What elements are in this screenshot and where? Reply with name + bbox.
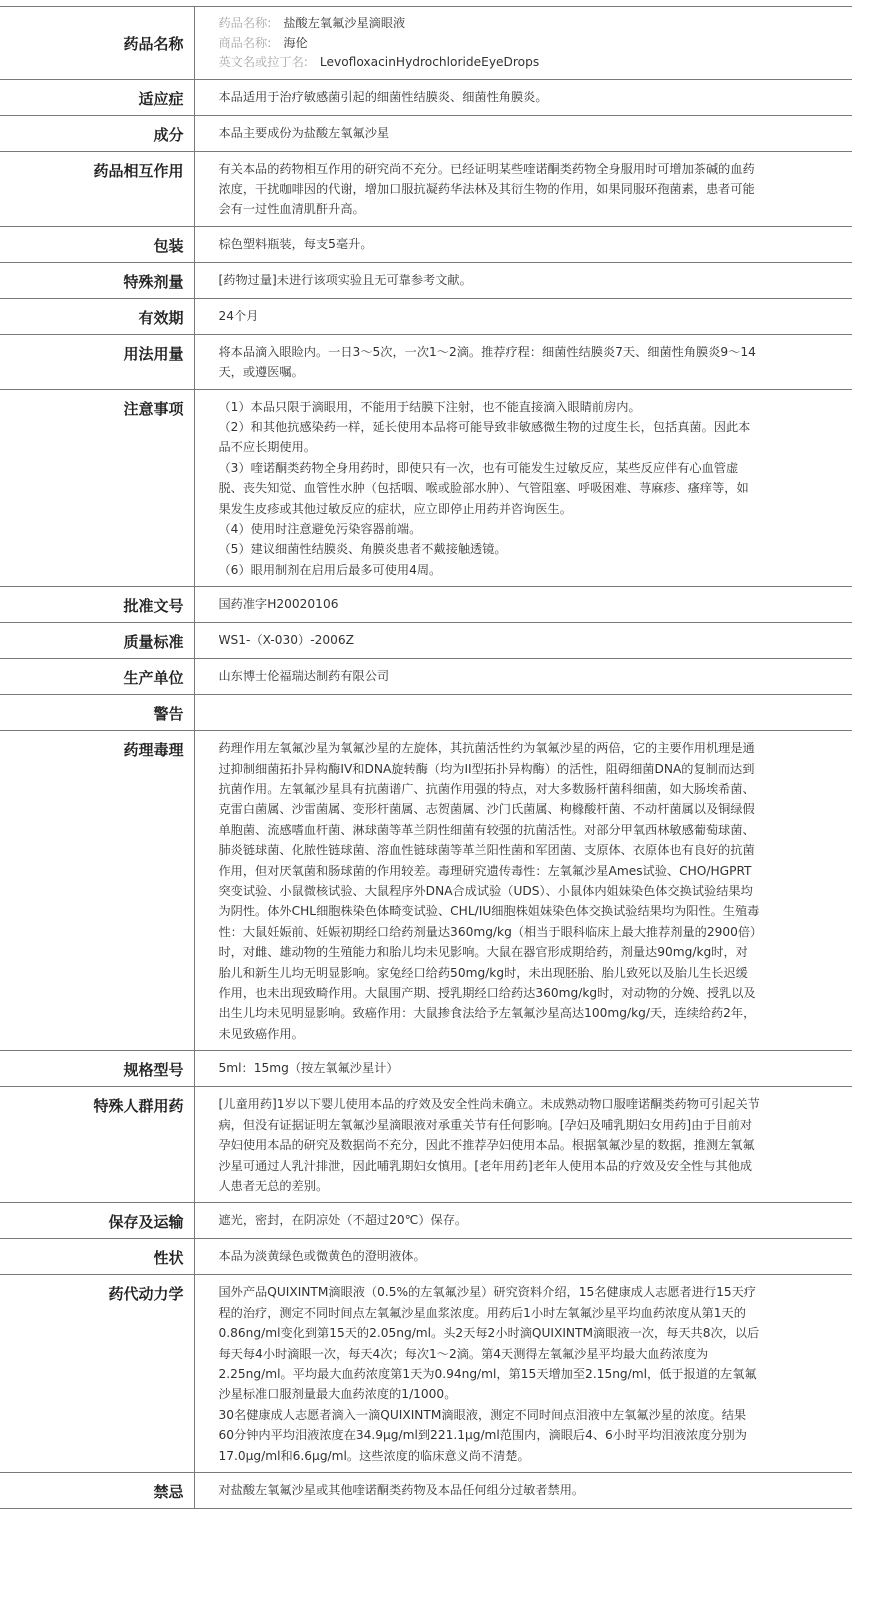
row-paragraph <box>219 702 761 722</box>
row-value <box>194 659 852 695</box>
row-value <box>194 623 852 659</box>
info-row <box>0 1087 852 1203</box>
info-row <box>0 115 852 151</box>
row-value <box>194 1239 852 1275</box>
row-label: 质量标准 <box>0 623 194 659</box>
row-label: 成分 <box>0 115 194 151</box>
row-paragraph: 国外产品QUIXINTM滴眼液（0.5%的左氧氟沙星）研究资料介绍，15名健康成人志愿者进行15天疗程的治疗，测定不同时间点左氧氟沙星血浆浓度。用药后1小时左氧氟沙星平均血药浓度从第1天的0.86ng/ml变化到第15天的2.05ng/ml。头2天每2小时滴QUIXINTM滴眼液一次，每天共8次，以后每天每4小时滴眼一次，每天4次；每次1～2滴。第4天测得左氧氟沙星平均最大血药浓度为2.25ng/ml。平均最大血药浓度第1天为0.94ng/ml，第15天增加至2.15ng/ml，低于报道的左氧氟沙星标准口服剂量最大血药浓度的1/1000。 <box>218 1285 760 1402</box>
row-paragraph: 本品适用于治疗敏感菌引起的细菌性结膜炎、细菌性角膜炎。 <box>218 89 548 104</box>
row-label: 药品相互作用 <box>0 151 194 226</box>
row-value <box>194 226 852 262</box>
info-row <box>0 226 852 262</box>
row-label: 批准文号 <box>0 587 194 623</box>
row-value <box>194 151 852 226</box>
row-label: 保存及运输 <box>0 1203 194 1239</box>
info-row <box>0 389 852 587</box>
row-label: 适应症 <box>0 79 194 115</box>
row-label: 生产单位 <box>0 659 194 695</box>
row-paragraph: 国药准字H20020106 <box>218 597 339 612</box>
row-label: 特殊人群用药 <box>0 1087 194 1203</box>
name-value: 海伦 <box>283 35 308 50</box>
info-row <box>0 731 852 1051</box>
row-value <box>194 1087 852 1203</box>
row-value <box>194 389 852 587</box>
name-key: 商品名称: <box>218 35 272 50</box>
row-value <box>194 79 852 115</box>
row-label: 用法用量 <box>0 334 194 389</box>
row-label: 禁忌 <box>0 1472 194 1508</box>
row-paragraph: [儿童用药]1岁以下婴儿使用本品的疗效及安全性尚未确立。未成熟动物口服喹诺酮类药物可引起关节病，但没有证据证明左氧氟沙星滴眼液对承重关节有任何影响。[孕妇及哺乳期妇女用药]由于目前对孕妇使用本品的研究及数据尚不充分，因此不推荐孕妇使用本品。根据氧氟沙星的数据，推测左氧氟沙星可通过人乳汁排泄，因此哺乳期妇女慎用。[老年用药]老年人使用本品的疗效及安全性与其他成人患者无总的差别。 <box>218 1097 760 1193</box>
row-label: 性状 <box>0 1239 194 1275</box>
row-paragraph: （1）本品只限于滴眼用，不能用于结膜下注射，也不能直接滴入眼睛前房内。 <box>218 399 641 414</box>
english-name-line <box>219 53 761 73</box>
row-value <box>194 587 852 623</box>
name-value: 盐酸左氧氟沙星滴眼液 <box>283 16 406 30</box>
row-paragraph: 山东博士伦福瑞达制药有限公司 <box>218 669 390 684</box>
row-value <box>194 334 852 389</box>
row-label: 药品名称 <box>0 7 194 80</box>
row-paragraph: 本品主要成份为盐酸左氧氟沙星 <box>218 125 390 140</box>
row-label: 药理毒理 <box>0 731 194 1051</box>
name-key: 药品名称: <box>218 16 272 30</box>
row-paragraph: 有关本品的药物相互作用的研究尚不充分。已经证明某些喹诺酮类药物全身服用时可增加茶碱的血药浓度，干扰咖啡因的代谢，增加口服抗凝药华法林及其衍生物的作用，如果同服环孢菌素，患者可能会有一过性血清肌酐升高。 <box>218 161 755 217</box>
row-paragraph: （6）眼用制剂在启用后最多可使用4周。 <box>218 562 442 577</box>
row-paragraph: （3）喹诺酮类药物全身用药时，即使只有一次，也有可能发生过敏反应，某些反应伴有心血管虚脱、丧失知觉、血管性水肿（包括咽、喉或脸部水肿）、气管阻塞、呼吸困难、荨麻疹、瘙痒等，如果发生皮疹或其他过敏反应的症状，应立即停止用药并咨询医生。 <box>218 460 749 516</box>
drug-info-table <box>0 6 852 1509</box>
row-paragraph: （4）使用时注意避免污染容器前端。 <box>218 521 422 536</box>
info-row <box>0 1275 852 1473</box>
row-paragraph: 5ml：15mg（按左氧氟沙星计） <box>218 1061 399 1076</box>
info-row <box>0 334 852 389</box>
row-value <box>194 1203 852 1239</box>
row-paragraph: 将本品滴入眼睑内。一日3～5次，一次1～2滴。推荐疗程：细菌性结膜炎7天、细菌性角膜炎9～14天，或遵医嘱。 <box>218 344 756 380</box>
info-row <box>0 262 852 298</box>
row-label: 药代动力学 <box>0 1275 194 1473</box>
row-paragraph: 本品为淡黄绿色或微黄色的澄明液体。 <box>218 1249 426 1264</box>
row-label: 特殊剂量 <box>0 262 194 298</box>
row-paragraph: （2）和其他抗感染药一样，延长使用本品将可能导致非敏感微生物的过度生长，包括真菌。因此本品不应长期使用。 <box>218 419 751 455</box>
row-value <box>194 7 852 80</box>
info-row <box>0 695 852 731</box>
info-row <box>0 79 852 115</box>
row-value <box>194 262 852 298</box>
row-paragraph: 遮光，密封，在阴凉处（不超过20℃）保存。 <box>218 1213 468 1228</box>
row-value <box>194 695 852 731</box>
row-value <box>194 1051 852 1087</box>
trade-name-line <box>219 34 761 54</box>
row-value <box>194 298 852 334</box>
row-label: 注意事项 <box>0 389 194 587</box>
info-row <box>0 1051 852 1087</box>
row-drug-name <box>0 7 852 80</box>
row-paragraph: WS1-（X-030）-2006Z <box>218 633 354 648</box>
row-paragraph: 对盐酸左氧氟沙星或其他喹诺酮类药物及本品任何组分过敏者禁用。 <box>218 1482 585 1497</box>
row-label: 规格型号 <box>0 1051 194 1087</box>
info-row <box>0 1203 852 1239</box>
generic-name-line <box>219 14 761 34</box>
info-row <box>0 623 852 659</box>
info-row <box>0 659 852 695</box>
row-value <box>194 1275 852 1473</box>
row-value <box>194 731 852 1051</box>
row-paragraph: （5）建议细菌性结膜炎、角膜炎患者不戴接触透镜。 <box>218 542 507 557</box>
row-paragraph: 30名健康成人志愿者滴入一滴QUIXINTM滴眼液，测定不同时间点泪液中左氧氟沙星的浓度。结果60分钟内平均泪液浓度在34.9μg/ml到221.1μg/ml范围内，滴眼后4、6小时平均泪液浓度分别为17.0μg/ml和6.6μg/ml。这些浓度的临床意义尚不清楚。 <box>218 1407 747 1463</box>
info-row <box>0 587 852 623</box>
row-value <box>194 115 852 151</box>
row-label: 警告 <box>0 695 194 731</box>
row-paragraph: [药物过量]未进行该项实验且无可靠参考文献。 <box>218 272 472 287</box>
info-row <box>0 1239 852 1275</box>
info-row <box>0 1472 852 1508</box>
row-paragraph: 药理作用左氧氟沙星为氧氟沙星的左旋体，其抗菌活性约为氧氟沙星的两倍，它的主要作用机理是通过抑制细菌拓扑异构酶IV和DNA旋转酶（均为II型拓扑异构酶）的活性，阻碍细菌DNA的复制而达到抗菌作用。左氧氟沙星具有抗菌谱广、抗菌作用强的特点，对大多数肠杆菌科细菌，如大肠埃希菌、克雷白菌属、沙雷菌属、变形杆菌属、志贺菌属、沙门氏菌属、枸橼酸杆菌、不动杆菌属以及铜绿假单胞菌、流感嗜血杆菌、淋球菌等革兰阴性细菌有较强的抗菌活性。对部分甲氧西林敏感葡萄球菌、肺炎链球菌、化脓性链球菌、溶血性链球菌等革兰阳性菌和军团菌、支原体、衣原体也有良好的抗菌作用，但对厌氧菌和肠球菌的作用较差。毒理研究遗传毒性：左氧氟沙星Ames试验、CHO/HGPRT突变试验、小鼠微核试验、大鼠程序外DNA合成试验（UDS）、小鼠体内姐妹染色体交换试验结果均为阴性。体外CHL细胞株染色体畸变试验、CHL/IU细胞株姐妹染色体交换试验结果均为阳性。生殖毒性：大鼠妊娠前、妊娠初期经口给药剂量达360mg/kg（相当于眼科临床上最大推荐剂量的2900倍）时，对雌、雄动物的生殖能力和胎儿均未见影响。大鼠在器官形成期给药，剂量达90mg/kg时，对胎儿和新生儿均无明显影响。家兔经口给药50mg/kg时，未出现胚胎、胎儿致死以及胎儿生长迟缓作用，也未出现致畸作用。大鼠围产期、授乳期经口给药达360mg/kg时，对动物的分娩、授乳以及出生儿均未见明显影响。致癌作用：大鼠掺食法给予左氧氟沙星高达100mg/kg/天，连续给药2年，未见致癌作用。 <box>218 741 760 1041</box>
row-paragraph: 24个月 <box>218 308 259 323</box>
row-label: 有效期 <box>0 298 194 334</box>
name-value: LevofloxacinHydrochlorideEyeDrops <box>319 55 540 69</box>
name-key: 英文名或拉丁名: <box>218 55 308 69</box>
info-row <box>0 151 852 226</box>
info-row <box>0 298 852 334</box>
row-paragraph: 棕色塑料瓶装，每支5毫升。 <box>218 236 373 251</box>
row-value <box>194 1472 852 1508</box>
row-label: 包装 <box>0 226 194 262</box>
